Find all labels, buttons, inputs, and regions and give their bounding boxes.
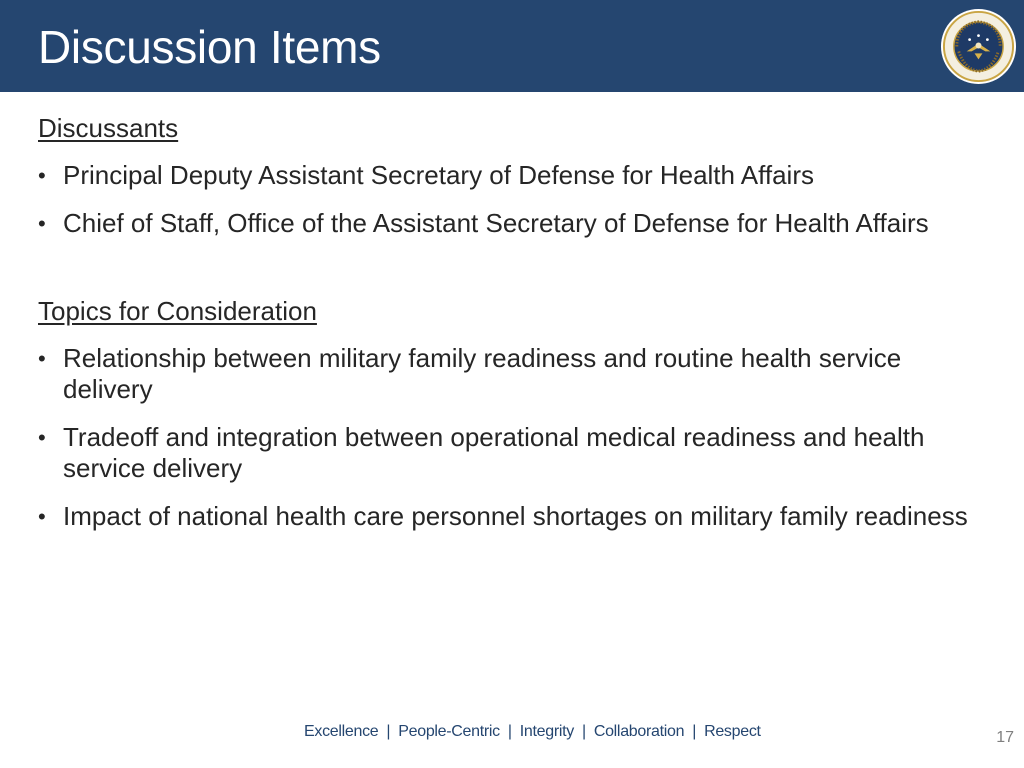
bullet-icon: • xyxy=(38,425,46,450)
list-item-text: Impact of national health care personnel shortages on military family readiness xyxy=(63,501,968,531)
footer-separator: | xyxy=(386,723,391,740)
core-values-footer xyxy=(304,723,761,741)
section-heading-discussants: Discussants xyxy=(38,113,179,143)
bullet-icon: • xyxy=(38,211,46,236)
footer-separator: | xyxy=(692,723,697,740)
page-number: 17 xyxy=(996,729,1014,746)
list-item-text: Principal Deputy Assistant Secretary of Defense for Health Affairs xyxy=(63,160,814,190)
core-value: Respect xyxy=(704,723,761,740)
list-item-text: Chief of Staff, Office of the Assistant Secretary of Defense for Health Affairs xyxy=(63,208,929,238)
core-value: Collaboration xyxy=(593,723,685,740)
core-value: Excellence xyxy=(304,723,379,740)
dod-seal-icon xyxy=(940,8,1017,85)
bullet-icon: • xyxy=(38,346,46,371)
list-item-text: Tradeoff and integration between operational medical readiness and health service delivery xyxy=(63,422,925,483)
footer-separator: | xyxy=(507,723,512,740)
list-item xyxy=(0,208,993,239)
discussants-list xyxy=(0,160,993,256)
bullet-icon: • xyxy=(38,504,46,529)
list-item xyxy=(0,160,993,191)
list-item xyxy=(0,343,993,405)
bullet-icon: • xyxy=(38,163,46,188)
list-item xyxy=(0,422,993,484)
topics-list xyxy=(0,343,993,549)
slide-title: Discussion Items xyxy=(38,21,381,73)
core-value: Integrity xyxy=(519,723,574,740)
footer-separator: | xyxy=(581,723,586,740)
title-banner xyxy=(0,0,1024,92)
list-item xyxy=(0,501,993,532)
list-item-text: Relationship between military family readiness and routine health service delivery xyxy=(63,343,902,404)
core-value: People-Centric xyxy=(398,723,500,740)
section-heading-topics: Topics for Consideration xyxy=(38,296,317,326)
